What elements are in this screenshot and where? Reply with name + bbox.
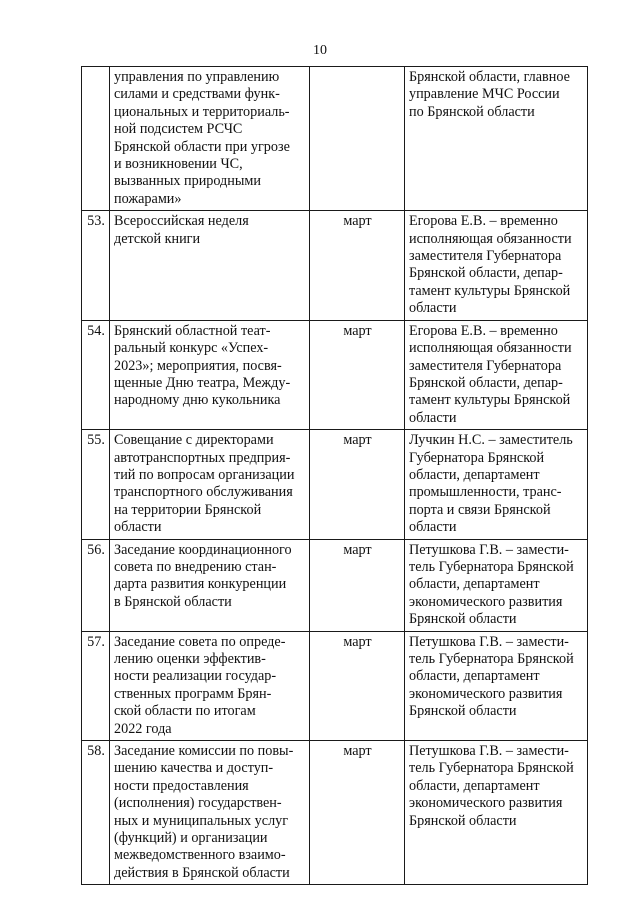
- event-text-line: ных и муниципальных услуг: [114, 812, 289, 829]
- date-cell: март: [310, 741, 405, 885]
- responsible-text-line: Брянской области: [409, 611, 517, 628]
- event-text-line: области: [114, 519, 162, 536]
- responsible-text-line: Егорова Е.В. – временно: [409, 213, 558, 230]
- row-number-cell: [82, 67, 110, 211]
- event-text-line: пожарами»: [114, 190, 182, 207]
- responsible-text-line: тель Губернатора Брянской: [409, 558, 574, 575]
- responsible-text-line: Брянской области, главное: [409, 69, 570, 85]
- responsible-text-line: порта и связи Брянской: [409, 501, 551, 518]
- table-row: [82, 539, 588, 631]
- event-text-line: Всероссийская неделя: [114, 213, 249, 230]
- event-text-line: силами и средствами функ-: [114, 86, 280, 103]
- event-text-line: и возникновении ЧС,: [114, 156, 243, 173]
- event-cell: [110, 741, 310, 885]
- event-cell: [110, 539, 310, 631]
- event-text-line: Заседание комиссии по повы-: [114, 743, 294, 760]
- responsible-text-line: заместителя Губернатора: [409, 248, 562, 265]
- event-text-line: (исполнения) государствен-: [114, 795, 282, 812]
- row-number-cell: 55.: [82, 430, 110, 539]
- events-plan-table: [81, 66, 588, 885]
- table-row: [82, 67, 588, 211]
- responsible-text-line: управление МЧС России: [409, 86, 560, 103]
- responsible-text-line: Брянской области: [409, 703, 517, 720]
- row-number-cell: 57.: [82, 631, 110, 740]
- responsible-cell: [405, 631, 588, 740]
- responsible-cell: [405, 741, 588, 885]
- responsible-text-line: исполняющая обязанности: [409, 340, 572, 357]
- responsible-text-line: области, департамент: [409, 576, 540, 593]
- date-cell: [310, 67, 405, 211]
- responsible-text-line: промышленности, транс-: [409, 484, 562, 501]
- table-row: [82, 631, 588, 740]
- event-text-line: дарта развития конкуренции: [114, 576, 287, 593]
- responsible-text-line: тамент культуры Брянской: [409, 392, 571, 409]
- event-text-line: циональных и территориаль-: [114, 103, 290, 120]
- responsible-text-line: области: [409, 409, 457, 426]
- event-cell: [110, 430, 310, 539]
- page-number: 10: [313, 43, 327, 58]
- responsible-cell: [405, 430, 588, 539]
- responsible-text-line: Егорова Е.В. – временно: [409, 322, 558, 339]
- responsible-text-line: Петушкова Г.В. – замести-: [409, 633, 569, 650]
- row-number-cell: 54.: [82, 320, 110, 429]
- event-text-line: Совещание с директорами: [114, 432, 274, 449]
- event-text-line: Заседание координационного: [114, 541, 292, 558]
- event-text-line: управления по управлению: [114, 69, 280, 85]
- event-text-line: детской книги: [114, 230, 201, 247]
- date-cell: март: [310, 430, 405, 539]
- table-row: [82, 741, 588, 885]
- responsible-text-line: экономического развития: [409, 593, 563, 610]
- table-row: [82, 430, 588, 539]
- event-text-line: тий по вопросам организации: [114, 466, 295, 483]
- responsible-text-line: экономического развития: [409, 795, 563, 812]
- event-text-line: шению качества и доступ-: [114, 760, 274, 777]
- event-text-line: народному дню кукольника: [114, 392, 281, 409]
- event-cell: [110, 320, 310, 429]
- responsible-cell: [405, 320, 588, 429]
- responsible-text-line: области: [409, 300, 457, 317]
- responsible-text-line: области, департамент: [409, 466, 540, 483]
- event-text-line: транспортного обслуживания: [114, 484, 293, 501]
- responsible-cell: [405, 211, 588, 320]
- table-row: [82, 211, 588, 320]
- responsible-text-line: области: [409, 519, 457, 536]
- responsible-text-line: Губернатора Брянской: [409, 449, 545, 466]
- responsible-text-line: тель Губернатора Брянской: [409, 760, 574, 777]
- event-text-line: ной подсистем РСЧС: [114, 121, 243, 138]
- event-cell: [110, 631, 310, 740]
- responsible-text-line: Петушкова Г.В. – замести-: [409, 541, 569, 558]
- row-number-cell: 53.: [82, 211, 110, 320]
- responsible-text-line: Петушкова Г.В. – замести-: [409, 743, 569, 760]
- event-text-line: в Брянской области: [114, 593, 232, 610]
- date-cell: март: [310, 539, 405, 631]
- event-cell: [110, 211, 310, 320]
- event-text-line: совета по внедрению стан-: [114, 558, 277, 575]
- event-text-line: вызванных природными: [114, 173, 261, 190]
- table-body: [82, 67, 588, 885]
- responsible-text-line: Брянской области, депар-: [409, 374, 563, 391]
- event-text-line: ской области по итогам: [114, 703, 256, 720]
- responsible-cell: [405, 67, 588, 211]
- event-text-line: ности реализации государ-: [114, 668, 277, 685]
- row-number-cell: 58.: [82, 741, 110, 885]
- responsible-text-line: заместителя Губернатора: [409, 357, 562, 374]
- responsible-text-line: области, департамент: [409, 668, 540, 685]
- responsible-text-line: Лучкин Н.С. – заместитель: [409, 432, 573, 449]
- date-cell: март: [310, 320, 405, 429]
- responsible-text-line: Брянской области: [409, 812, 517, 829]
- event-text-line: Брянской области при угрозе: [114, 138, 290, 155]
- event-text-line: лению оценки эффектив-: [114, 651, 266, 667]
- event-text-line: межведомственного взаимо-: [114, 847, 286, 864]
- responsible-text-line: тель Губернатора Брянской: [409, 651, 574, 667]
- responsible-text-line: исполняющая обязанности: [409, 230, 572, 247]
- event-cell: [110, 67, 310, 211]
- responsible-text-line: тамент культуры Брянской: [409, 282, 571, 299]
- table-row: [82, 320, 588, 429]
- event-text-line: на территории Брянской: [114, 501, 262, 518]
- event-text-line: 2023»; мероприятия, посвя-: [114, 357, 282, 374]
- event-text-line: Брянский областной теат-: [114, 322, 271, 339]
- responsible-text-line: экономического развития: [409, 685, 563, 702]
- event-text-line: ности предоставления: [114, 777, 249, 794]
- event-text-line: ственных программ Брян-: [114, 685, 272, 702]
- event-text-line: 2022 года: [114, 720, 172, 737]
- event-text-line: ральный конкурс «Успех-: [114, 340, 269, 357]
- responsible-cell: [405, 539, 588, 631]
- event-text-line: автотранспортных предприя-: [114, 449, 291, 466]
- event-text-line: действия в Брянской области: [114, 864, 290, 881]
- responsible-text-line: по Брянской области: [409, 103, 535, 120]
- event-text-line: щенные Дню театра, Между-: [114, 374, 291, 391]
- event-text-line: Заседание совета по опреде-: [114, 633, 286, 650]
- date-cell: март: [310, 631, 405, 740]
- date-cell: март: [310, 211, 405, 320]
- row-number-cell: 56.: [82, 539, 110, 631]
- responsible-text-line: области, департамент: [409, 777, 540, 794]
- event-text-line: (функций) и организации: [114, 830, 268, 847]
- responsible-text-line: Брянской области, депар-: [409, 265, 563, 282]
